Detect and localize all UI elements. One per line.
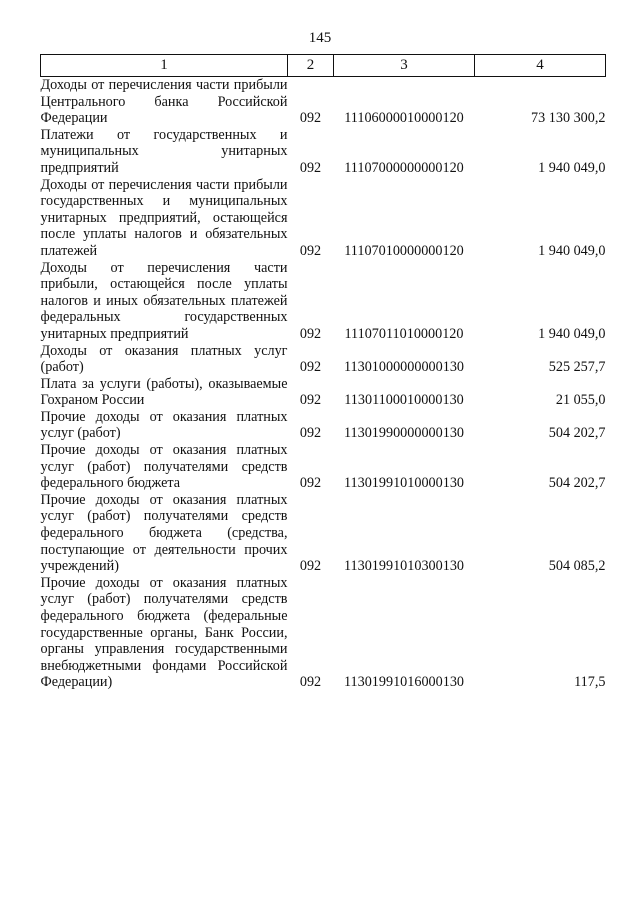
- table-row: [41, 376, 606, 409]
- revenue-name: Доходы от перечисления части прибыли государственных и муниципальных унитарных предприятий, остающейся после уплаты налогов и обязательных платежей: [40, 176, 288, 259]
- admin-code: 092: [299, 242, 322, 259]
- column-header-3: 3: [334, 55, 475, 77]
- admin-code: 092: [299, 558, 322, 575]
- admin-code: 092: [299, 475, 322, 492]
- revenue-name: Прочие доходы от оказания платных услуг (работ) получателями средств федерального бюджета (средства, поступающие от деятельности прочих учреждений): [40, 491, 288, 575]
- table-row: [41, 260, 606, 343]
- budget-revenue-table: [40, 54, 606, 691]
- column-header-4: 4: [475, 55, 606, 77]
- revenue-name: Доходы от оказания платных услуг (работ): [40, 342, 288, 376]
- revenue-name: Прочие доходы от оказания платных услуг (работ) получателями средств федерального бюджета (федеральные государственные органы, Банк России, органы управления государственными внебюджетными фондами Российской Федерации): [40, 574, 288, 691]
- budget-class-code: 11301991010300130: [343, 558, 465, 575]
- amount: 504 085,2: [548, 558, 606, 575]
- admin-code: 092: [299, 674, 322, 691]
- table-row: [41, 409, 606, 442]
- amount: 525 257,7: [548, 359, 606, 376]
- table-row: [41, 442, 606, 492]
- budget-class-code: 11301100010000130: [344, 392, 464, 409]
- budget-class-code: 11107010000000120: [344, 242, 464, 259]
- table-row: [41, 177, 606, 260]
- revenue-name: Платежи от государственных и муниципальных унитарных предприятий: [40, 126, 288, 176]
- revenue-name: Прочие доходы от оказания платных услуг (работ): [40, 408, 288, 442]
- column-header-1: 1: [41, 55, 288, 77]
- table-row: [41, 127, 606, 177]
- table-row: [41, 575, 606, 691]
- admin-code: 092: [299, 110, 322, 127]
- budget-class-code: 11301991010000130: [343, 475, 465, 492]
- page-number: 145: [308, 30, 332, 46]
- table-body: [41, 77, 606, 691]
- table-header-row: [41, 55, 606, 77]
- amount: 504 202,7: [548, 475, 606, 492]
- table-row: [41, 343, 606, 376]
- amount: 1 940 049,0: [538, 159, 606, 176]
- admin-code: 092: [299, 425, 322, 442]
- admin-code: 092: [299, 392, 322, 409]
- amount: 117,5: [574, 674, 606, 691]
- revenue-name: Прочие доходы от оказания платных услуг (работ) получателями средств федерального бюджета: [40, 442, 288, 492]
- revenue-name: Доходы от перечисления части прибыли, остающейся после уплаты налогов и иных обязательных платежей федеральных государственных унитарных предприятий: [40, 259, 288, 342]
- admin-code: 092: [299, 359, 322, 376]
- column-header-2: 2: [288, 55, 334, 77]
- budget-class-code: 11301991016000130: [343, 674, 465, 691]
- revenue-name: Доходы от перечисления части прибыли Центрального банка Российской Федерации: [40, 77, 288, 127]
- admin-code: 092: [299, 325, 322, 342]
- budget-class-code: 11301000000000130: [343, 359, 465, 376]
- budget-class-code: 11107011010000120: [344, 325, 464, 342]
- revenue-name: Плата за услуги (работы), оказываемые Гохраном России: [40, 375, 288, 409]
- amount: 1 940 049,0: [538, 242, 606, 259]
- table-row: [41, 492, 606, 575]
- amount: 504 202,7: [548, 425, 606, 442]
- budget-class-code: 11301990000000130: [343, 425, 465, 442]
- admin-code: 092: [299, 159, 322, 176]
- amount: 73 130 300,2: [531, 110, 606, 127]
- budget-class-code: 11107000000000120: [344, 159, 464, 176]
- amount: 1 940 049,0: [538, 325, 606, 342]
- amount: 21 055,0: [555, 392, 606, 409]
- budget-class-code: 11106000010000120: [344, 110, 464, 127]
- table-row: [41, 77, 606, 127]
